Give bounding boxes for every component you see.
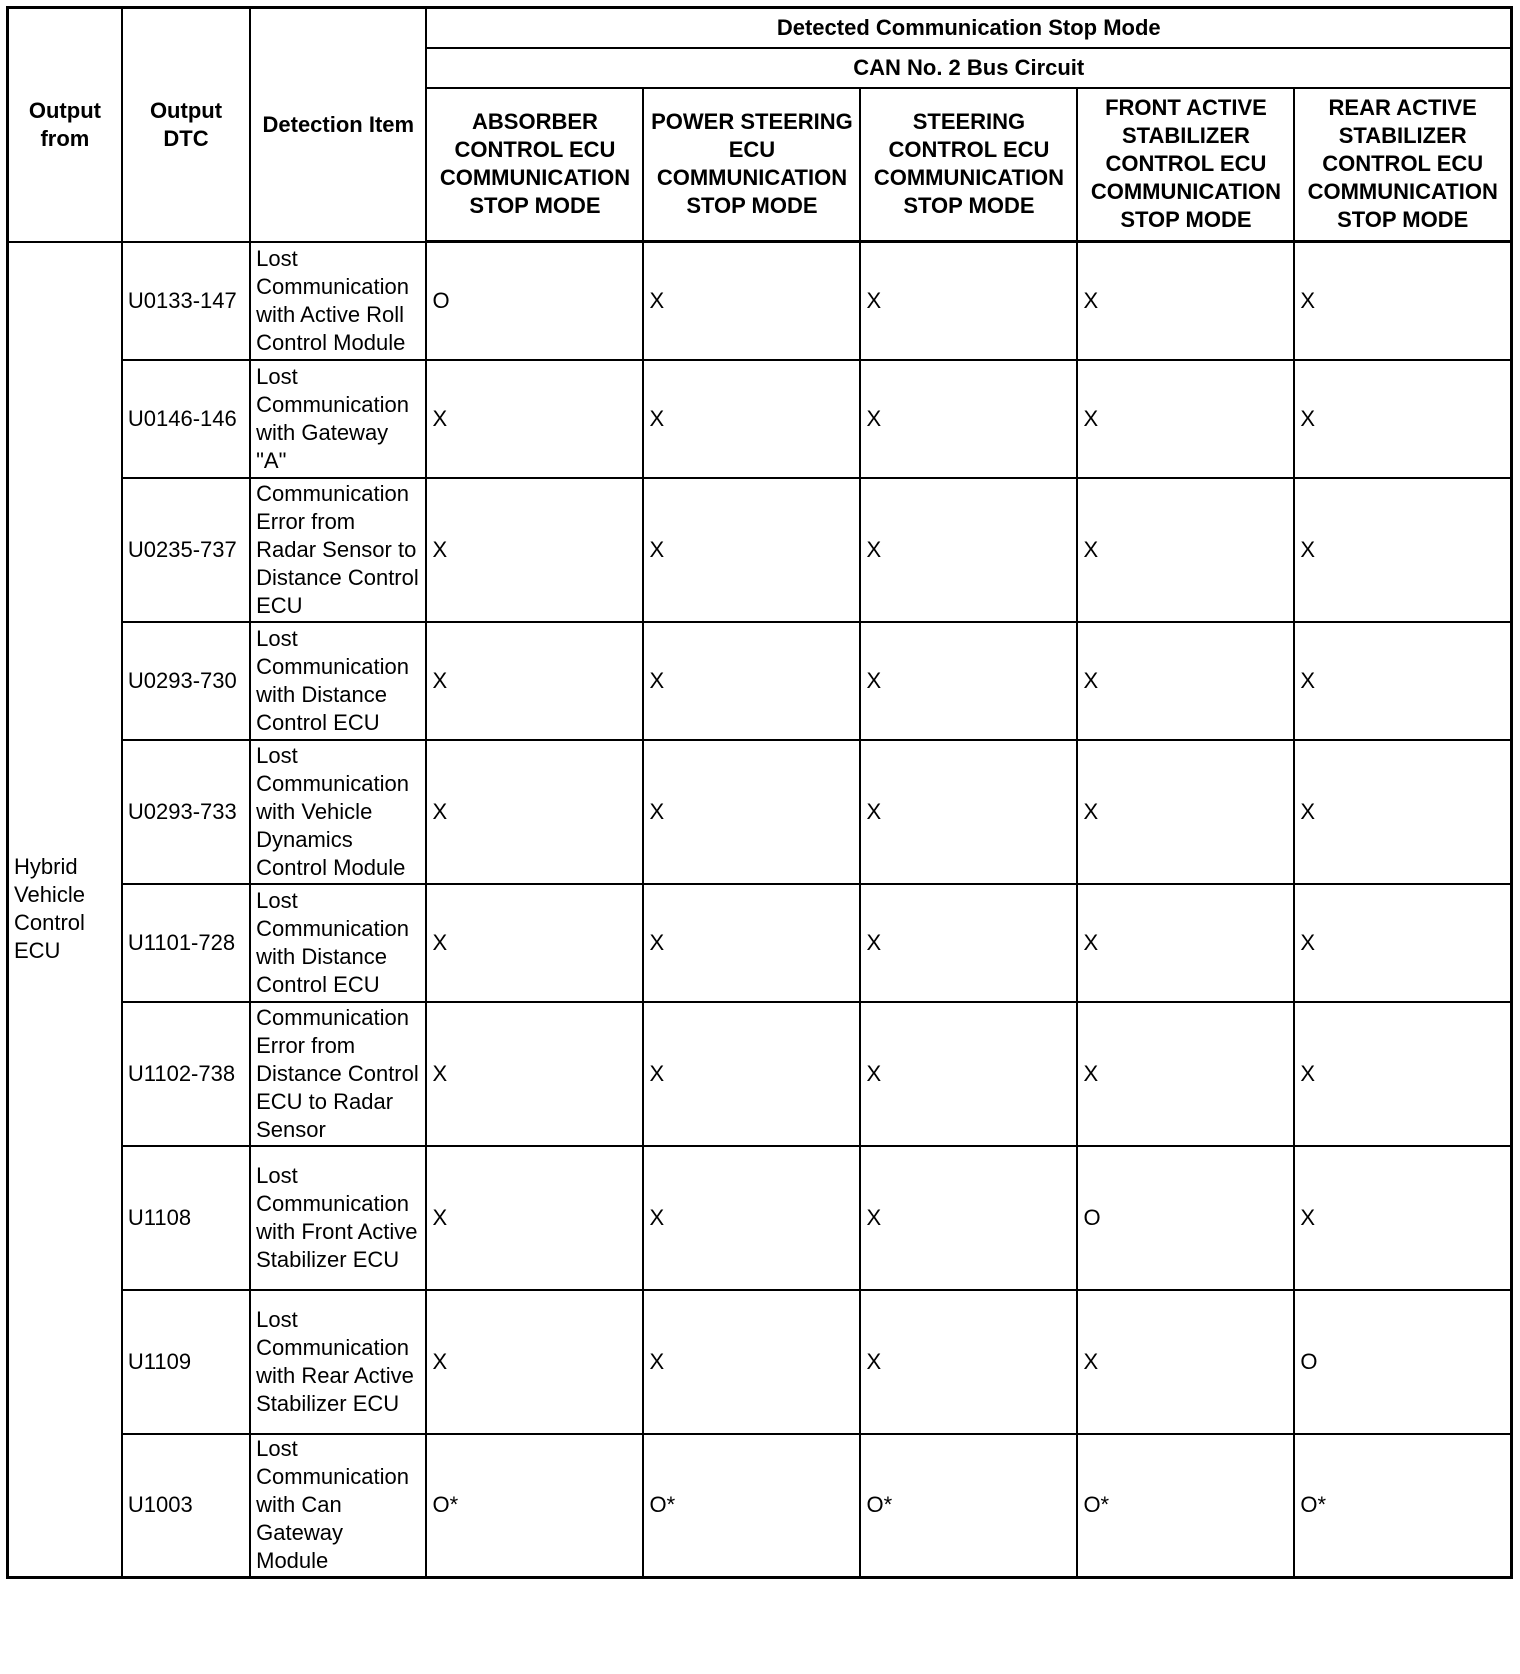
mode-mark-rear-stabilizer: X: [1294, 1002, 1511, 1146]
mode-mark-rear-stabilizer: X: [1294, 478, 1511, 622]
dtc-code: U0133-147: [122, 242, 250, 360]
table-row: [8, 360, 1512, 478]
mode-mark-power-steering: X: [643, 1002, 860, 1146]
mode-mark-absorber: X: [426, 884, 643, 1002]
mode-mark-rear-stabilizer: X: [1294, 740, 1511, 884]
header-mode-absorber: ABSORBER CONTROL ECU COMMUNICATION STOP MODE: [426, 88, 643, 242]
mode-mark-rear-stabilizer: O*: [1294, 1434, 1511, 1578]
mode-mark-steering-control: X: [860, 1146, 1077, 1290]
mode-mark-absorber: X: [426, 740, 643, 884]
mode-mark-steering-control: O*: [860, 1434, 1077, 1578]
table-row: [8, 478, 1512, 622]
mode-mark-steering-control: X: [860, 740, 1077, 884]
mode-mark-rear-stabilizer: X: [1294, 242, 1511, 360]
table-row: [8, 740, 1512, 884]
header-detection-item: Detection Item: [250, 8, 426, 242]
dtc-table-container: [6, 6, 1513, 1579]
mode-mark-power-steering: X: [643, 622, 860, 740]
mode-mark-absorber: X: [426, 1002, 643, 1146]
detection-item: Communication Error from Radar Sensor to Distance Control ECU: [250, 478, 426, 622]
table-row: [8, 1002, 1512, 1146]
mode-mark-steering-control: X: [860, 242, 1077, 360]
dtc-code: U0293-730: [122, 622, 250, 740]
mode-mark-front-stabilizer: X: [1077, 360, 1294, 478]
header-mode-front-stabilizer: FRONT ACTIVE STABILIZER CONTROL ECU COMMUNICATION STOP MODE: [1077, 88, 1294, 242]
table-row: [8, 1434, 1512, 1578]
mode-mark-steering-control: X: [860, 884, 1077, 1002]
mode-mark-power-steering: X: [643, 1290, 860, 1434]
detection-item: Lost Communication with Vehicle Dynamics Control Module: [250, 740, 426, 884]
dtc-code: U1108: [122, 1146, 250, 1290]
table-row: [8, 622, 1512, 740]
mode-mark-absorber: X: [426, 478, 643, 622]
dtc-communication-stop-mode-table: [6, 6, 1513, 1579]
dtc-code: U0146-146: [122, 360, 250, 478]
mode-mark-rear-stabilizer: X: [1294, 884, 1511, 1002]
mode-mark-rear-stabilizer: X: [1294, 1146, 1511, 1290]
mode-mark-steering-control: X: [860, 1002, 1077, 1146]
detection-item: Lost Communication with Gateway "A": [250, 360, 426, 478]
mode-mark-steering-control: X: [860, 1290, 1077, 1434]
detection-item: Communication Error from Distance Control ECU to Radar Sensor: [250, 1002, 426, 1146]
mode-mark-power-steering: X: [643, 478, 860, 622]
header-mode-steering-control: STEERING CONTROL ECU COMMUNICATION STOP MODE: [860, 88, 1077, 242]
header-mode-power-steering: POWER STEERING ECU COMMUNICATION STOP MODE: [643, 88, 860, 242]
dtc-code: U0235-737: [122, 478, 250, 622]
mode-mark-front-stabilizer: O*: [1077, 1434, 1294, 1578]
mode-mark-steering-control: X: [860, 478, 1077, 622]
table-row: [8, 1146, 1512, 1290]
mode-mark-front-stabilizer: X: [1077, 740, 1294, 884]
detection-item: Lost Communication with Rear Active Stabilizer ECU: [250, 1290, 426, 1434]
mode-mark-power-steering: O*: [643, 1434, 860, 1578]
mode-mark-rear-stabilizer: X: [1294, 360, 1511, 478]
detection-item: Lost Communication with Can Gateway Module: [250, 1434, 426, 1578]
table-row: [8, 1290, 1512, 1434]
header-mode-rear-stabilizer: REAR ACTIVE STABILIZER CONTROL ECU COMMUNICATION STOP MODE: [1294, 88, 1511, 242]
header-can-bus-circuit: CAN No. 2 Bus Circuit: [426, 48, 1511, 88]
mode-mark-steering-control: X: [860, 622, 1077, 740]
header-output-dtc: Output DTC: [122, 8, 250, 242]
mode-mark-power-steering: X: [643, 360, 860, 478]
dtc-code: U1101-728: [122, 884, 250, 1002]
mode-mark-power-steering: X: [643, 884, 860, 1002]
dtc-code: U1102-738: [122, 1002, 250, 1146]
mode-mark-front-stabilizer: X: [1077, 622, 1294, 740]
mode-mark-front-stabilizer: X: [1077, 884, 1294, 1002]
detection-item: Lost Communication with Distance Control ECU: [250, 884, 426, 1002]
mode-mark-absorber: O: [426, 242, 643, 360]
mode-mark-power-steering: X: [643, 242, 860, 360]
detection-item: Lost Communication with Distance Control ECU: [250, 622, 426, 740]
dtc-code: U1003: [122, 1434, 250, 1578]
mode-mark-rear-stabilizer: X: [1294, 622, 1511, 740]
output-from-cell: Hybrid Vehicle Control ECU: [8, 242, 122, 1578]
mode-mark-absorber: X: [426, 622, 643, 740]
table-row: [8, 884, 1512, 1002]
mode-mark-rear-stabilizer: O: [1294, 1290, 1511, 1434]
mode-mark-absorber: X: [426, 1146, 643, 1290]
mode-mark-front-stabilizer: O: [1077, 1146, 1294, 1290]
mode-mark-absorber: X: [426, 360, 643, 478]
mode-mark-power-steering: X: [643, 740, 860, 884]
mode-mark-front-stabilizer: X: [1077, 1002, 1294, 1146]
table-row: [8, 242, 1512, 360]
mode-mark-front-stabilizer: X: [1077, 1290, 1294, 1434]
detection-item: Lost Communication with Front Active Stabilizer ECU: [250, 1146, 426, 1290]
mode-mark-front-stabilizer: X: [1077, 478, 1294, 622]
mode-mark-front-stabilizer: X: [1077, 242, 1294, 360]
dtc-code: U1109: [122, 1290, 250, 1434]
mode-mark-power-steering: X: [643, 1146, 860, 1290]
mode-mark-absorber: O*: [426, 1434, 643, 1578]
dtc-code: U0293-733: [122, 740, 250, 884]
header-output-from: Output from: [8, 8, 122, 242]
detection-item: Lost Communication with Active Roll Control Module: [250, 242, 426, 360]
header-detected-communication-stop-mode: Detected Communication Stop Mode: [426, 8, 1511, 48]
mode-mark-absorber: X: [426, 1290, 643, 1434]
mode-mark-steering-control: X: [860, 360, 1077, 478]
